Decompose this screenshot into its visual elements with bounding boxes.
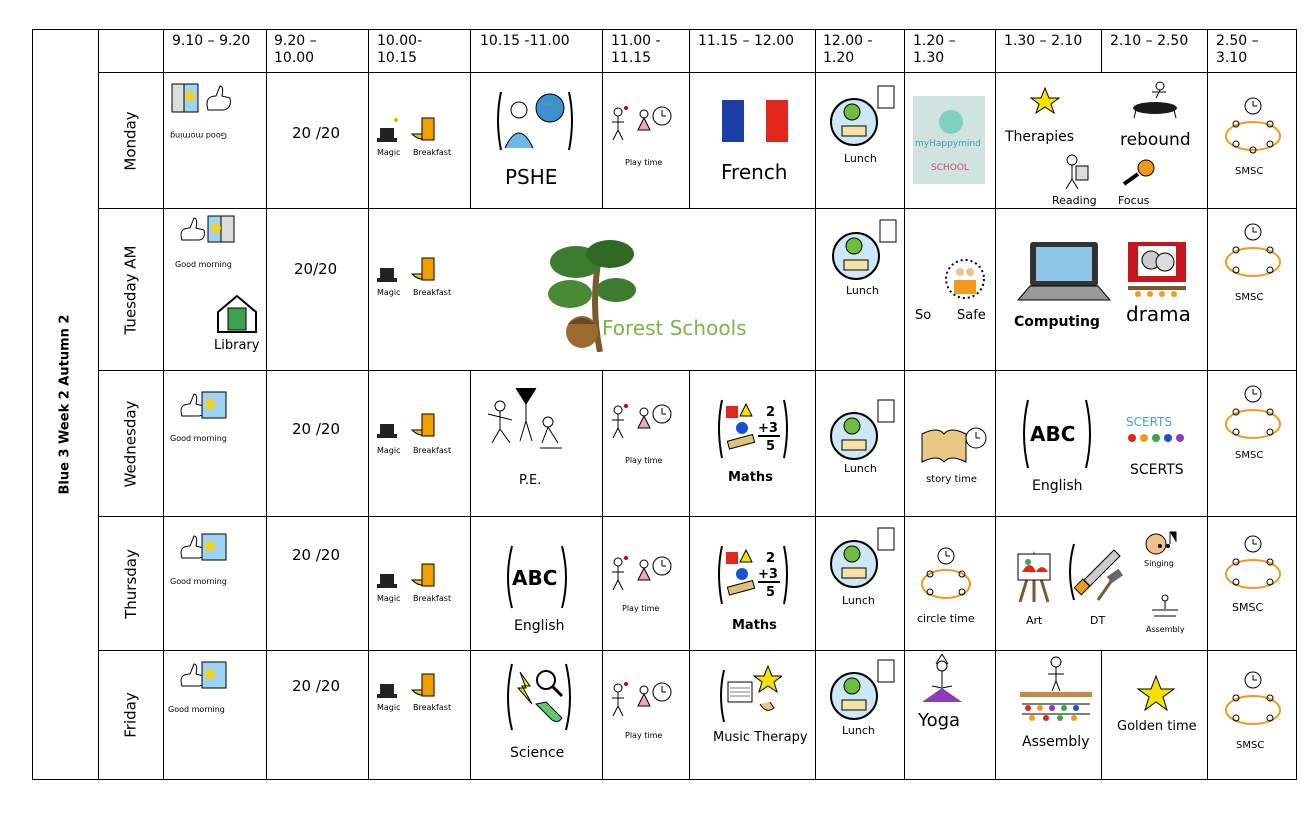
smsc-label: SMSC xyxy=(1232,601,1264,614)
grid-line xyxy=(98,72,1297,73)
computing-label: Computing xyxy=(1014,314,1100,330)
story-time-label: story time xyxy=(926,474,978,485)
play-time-icon xyxy=(608,402,676,442)
good-morning-icon xyxy=(178,660,228,690)
maths-label: Maths xyxy=(732,618,777,633)
safe-label: Safe xyxy=(957,308,986,323)
pshe-label: PSHE xyxy=(505,165,558,189)
good-morning-label: Good morning xyxy=(170,577,227,586)
breakfast-label: Breakfast xyxy=(413,703,452,712)
maths-icon xyxy=(718,544,788,606)
magic-label: Magic xyxy=(377,594,401,603)
grid-line xyxy=(1101,29,1102,73)
grid-line xyxy=(470,29,471,209)
assembly-icon xyxy=(1018,656,1094,722)
dt-label: DT xyxy=(1090,614,1106,627)
pe-icon xyxy=(486,384,566,456)
lunch-icon xyxy=(830,216,902,282)
grid-line xyxy=(266,29,267,780)
magic-label: Magic xyxy=(377,446,401,455)
score-label: 20 /20 xyxy=(292,677,340,695)
timetable-title xyxy=(32,29,98,780)
grid-line xyxy=(602,29,603,209)
good-morning-label: Good morning xyxy=(168,705,225,714)
science-label: Science xyxy=(510,745,565,761)
time-header: 1.30 – 2.10 xyxy=(1004,33,1083,49)
assembly-label: Assembly xyxy=(1022,734,1090,750)
art-label: Art xyxy=(1026,614,1043,627)
lunch-icon xyxy=(828,524,900,590)
lunch-icon xyxy=(828,656,900,722)
breakfast-label: Breakfast xyxy=(413,446,452,455)
breakfast-label: Breakfast xyxy=(413,594,452,603)
lunch-icon xyxy=(828,396,900,462)
grid-line xyxy=(32,779,1297,780)
french-flag-icon xyxy=(722,100,788,142)
svg-text:SCHOOL: SCHOOL xyxy=(931,163,969,173)
singing-label: Singing xyxy=(1144,559,1174,568)
time-header: 1.20 – 1.30 xyxy=(913,33,956,66)
my-happy-mind-logo-icon xyxy=(913,96,985,184)
yoga-icon xyxy=(918,652,966,708)
smsc-icon xyxy=(1222,222,1284,288)
svg-text:5: 5 xyxy=(766,585,776,600)
golden-time-label: Golden time xyxy=(1117,719,1197,734)
time-header: 12.00 - 1.20 xyxy=(823,33,873,66)
smsc-icon xyxy=(1222,96,1284,162)
day-label-friday: Friday xyxy=(121,692,140,738)
smsc-label: SMSC xyxy=(1235,292,1264,303)
time-header: 10.15 -11.00 xyxy=(480,33,570,49)
svg-text:2: 2 xyxy=(766,405,776,420)
smsc-icon xyxy=(1222,384,1284,450)
maths-icon xyxy=(718,398,788,460)
magic-label: Magic xyxy=(377,288,401,297)
score-label: 20 /20 xyxy=(292,546,340,564)
grid-line xyxy=(163,29,164,780)
title-text: Blue 3 Week 2 Autumn 2 xyxy=(57,314,73,495)
svg-text:2: 2 xyxy=(766,551,776,566)
focus-icon xyxy=(1116,156,1160,188)
good-morning-icon xyxy=(178,390,228,420)
magic-breakfast-icon xyxy=(376,254,456,286)
grid-line xyxy=(602,370,603,780)
svg-text:5: 5 xyxy=(766,439,776,454)
good-morning-label: Good morning xyxy=(175,260,232,269)
magic-label: Magic xyxy=(377,148,401,157)
rebound-label: rebound xyxy=(1120,130,1191,150)
good-morning-label: Good morning xyxy=(170,131,227,140)
magic-breakfast-icon xyxy=(376,410,456,442)
drama-label: drama xyxy=(1126,302,1191,326)
breakfast-label: Breakfast xyxy=(413,148,452,157)
so-safe-icon xyxy=(944,256,986,302)
magic-breakfast-icon xyxy=(376,670,456,702)
library-label: Library xyxy=(214,338,260,353)
lunch-label: Lunch xyxy=(842,594,875,607)
french-label: French xyxy=(721,160,788,184)
grid-line xyxy=(1296,29,1297,780)
day-label-tuesday: Tuesday AM xyxy=(121,245,140,334)
good-morning-icon xyxy=(178,532,228,562)
time-header: 2.10 – 2.50 xyxy=(1110,33,1189,49)
time-header: 11.00 - 11.15 xyxy=(611,33,661,66)
play-time-icon xyxy=(608,554,676,594)
play-time-label: Play time xyxy=(625,731,663,740)
time-header: 9.10 – 9.20 xyxy=(172,33,251,49)
grid-line xyxy=(815,29,816,780)
grid-line xyxy=(32,29,1297,30)
pe-label: P.E. xyxy=(519,473,542,488)
science-icon xyxy=(506,662,572,732)
time-header: 2.50 – 3.10 xyxy=(1216,33,1259,66)
therapies-star-icon xyxy=(1030,86,1060,114)
smsc-label: SMSC xyxy=(1236,740,1265,751)
grid-line xyxy=(98,516,1297,517)
circle-time-icon xyxy=(918,546,974,606)
grid-line xyxy=(98,370,1297,371)
music-therapy-icon xyxy=(720,664,782,726)
day-label-wednesday: Wednesday xyxy=(121,400,140,487)
svg-text:SCERTS: SCERTS xyxy=(1126,415,1172,429)
svg-text:+3: +3 xyxy=(758,567,778,582)
good-morning-icon xyxy=(170,80,234,116)
good-morning-label: Good morning xyxy=(170,434,227,443)
rebound-icon xyxy=(1130,80,1180,120)
focus-label: Focus xyxy=(1118,194,1150,207)
time-header: 9.20 – 10.00 xyxy=(274,33,317,66)
grid-line xyxy=(689,29,690,209)
time-header: 10.00- 10.15 xyxy=(377,33,423,66)
computing-icon xyxy=(1014,240,1114,306)
play-time-label: Play time xyxy=(622,604,660,613)
grid-line xyxy=(368,29,369,780)
singing-icon xyxy=(1142,528,1180,558)
svg-text:+3: +3 xyxy=(758,421,778,436)
so-label: So xyxy=(915,308,932,323)
scerts-logo-icon xyxy=(1122,412,1186,452)
lunch-label: Lunch xyxy=(842,724,875,737)
english-label: English xyxy=(1032,478,1083,494)
assembly-icon xyxy=(1150,594,1180,620)
lunch-label: Lunch xyxy=(844,152,877,165)
lunch-label: Lunch xyxy=(844,462,877,475)
smsc-icon xyxy=(1222,670,1284,736)
maths-label: Maths xyxy=(728,470,773,485)
grid-line xyxy=(904,29,905,780)
svg-text:myHappymind: myHappymind xyxy=(915,139,981,149)
reading-icon xyxy=(1058,152,1092,190)
play-time-label: Play time xyxy=(625,158,663,167)
good-morning-icon xyxy=(178,214,238,244)
forest-schools-label: Forest Schools xyxy=(602,316,747,340)
play-time-label: Play time xyxy=(625,456,663,465)
reading-label: Reading xyxy=(1052,194,1097,207)
yoga-label: Yoga xyxy=(918,710,961,731)
breakfast-label: Breakfast xyxy=(413,288,452,297)
drama-icon xyxy=(1126,240,1188,302)
play-time-icon xyxy=(608,104,676,144)
library-icon xyxy=(214,294,260,334)
abc-label: ABC xyxy=(1030,422,1076,446)
music-therapy-label: Music Therapy xyxy=(713,730,808,745)
english-label: English xyxy=(514,618,565,634)
therapies-label: Therapies xyxy=(1005,129,1075,145)
day-label-thursday: Thursday xyxy=(121,548,140,619)
grid-line xyxy=(1101,650,1102,780)
abc-label: ABC xyxy=(512,566,558,590)
grid-line xyxy=(98,208,1297,209)
grid-line xyxy=(470,370,471,780)
dt-tools-icon xyxy=(1068,540,1124,604)
scerts-label: SCERTS xyxy=(1130,462,1184,478)
pshe-icon xyxy=(495,88,575,154)
art-icon xyxy=(1012,544,1056,604)
story-time-icon xyxy=(920,424,988,466)
golden-time-star-icon xyxy=(1136,674,1176,712)
score-label: 20/20 xyxy=(294,260,338,278)
grid-line xyxy=(995,29,996,780)
grid-line xyxy=(1207,29,1208,780)
time-header: 11.15 – 12.00 xyxy=(698,33,795,49)
lunch-label: Lunch xyxy=(846,284,879,297)
play-time-icon xyxy=(608,680,676,720)
magic-label: Magic xyxy=(377,703,401,712)
magic-breakfast-icon xyxy=(376,560,456,592)
lunch-icon xyxy=(828,82,900,148)
score-label: 20 /20 xyxy=(292,124,340,142)
smsc-label: SMSC xyxy=(1235,450,1264,461)
grid-line xyxy=(689,370,690,780)
score-label: 20 /20 xyxy=(292,420,340,438)
assembly-label: Assembly xyxy=(1146,625,1185,634)
day-label-monday: Monday xyxy=(121,110,140,171)
magic-breakfast-icon xyxy=(376,114,456,146)
circle-time-label: circle time xyxy=(917,612,975,625)
smsc-icon xyxy=(1222,534,1284,600)
grid-line xyxy=(98,650,1297,651)
smsc-label: SMSC xyxy=(1235,166,1264,177)
